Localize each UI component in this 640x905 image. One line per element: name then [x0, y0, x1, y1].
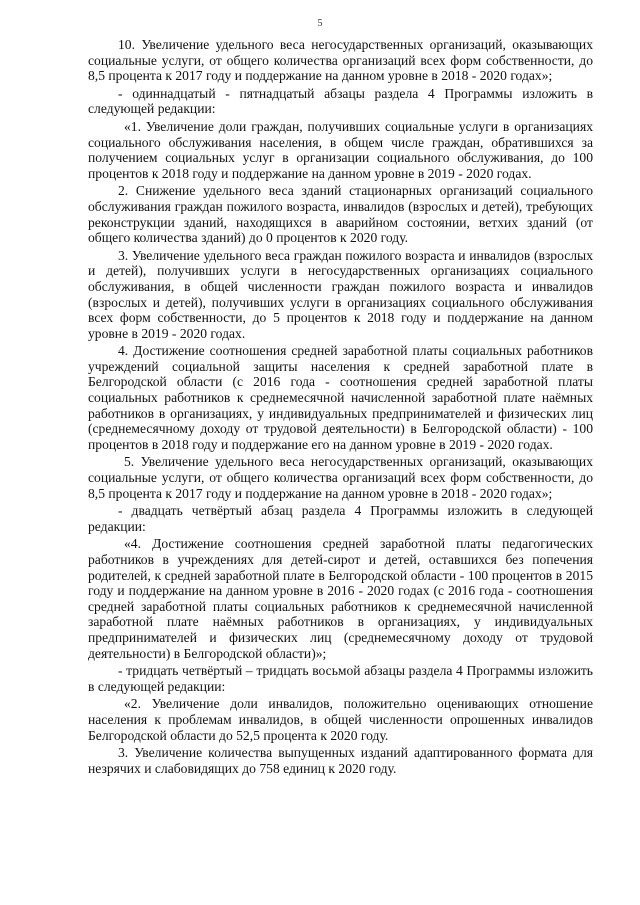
paragraph: «4. Достижение соотношения средней заработной платы педагогических работников в учреждениях для детей-сирот и детей, оставшихся без попечения родителей, к средней заработной плате в Белгородской области - 100 процентов в 2015 году и поддержание на данном уровне в 2016 - 2020 годах (с 2016 года - соотношения средней заработной платы социальных работников к среднемесячной начисленной заработной плате наёмных работников в организациях, у индивидуальных предпринимателей и физических лиц (среднемесячному доходу от трудовой деятельности) в Белгородской области)»;: [88, 536, 593, 661]
paragraph: - тридцать четвёртый – тридцать восьмой абзацы раздела 4 Программы изложить в следующей редакции:: [88, 663, 593, 694]
paragraph: - одиннадцатый - пятнадцатый абзацы раздела 4 Программы изложить в следующей редакции:: [88, 85, 593, 117]
paragraph: 10. Увеличение удельного веса негосударственных организаций, оказывающих социальные услуги, от общего количества организаций всех форм собственности, до 8,5 процента к 2017 году и поддержание на данном уровне в 2018 - 2020 годах»;: [88, 37, 593, 84]
paragraph: - двадцать четвёртый абзац раздела 4 Программы изложить в следующей редакции:: [88, 503, 593, 534]
paragraph: 3. Увеличение количества выпущенных изданий адаптированного формата для незрячих и слабовидящих до 758 единиц к 2020 году.: [88, 745, 593, 776]
paragraph: 3. Увеличение удельного веса граждан пожилого возраста и инвалидов (взрослых и детей), получивших услуги в негосударственных организациях социального обслуживания, в общей численности граждан пожилого возраста и инвалидов (взрослых и детей), получивших услуги в организациях социального обслуживания всех форм собственности, до 5 процентов к 2018 году и поддержание на данном уровне в 2019 - 2020 годах.: [88, 247, 593, 341]
paragraph: 2. Снижение удельного веса зданий стационарных организаций социального обслуживания граждан пожилого возраста, инвалидов (взрослых и детей), требующих реконструкции зданий, находящихся в аварийном состоянии, ветхих зданий (от общего количества зданий) до 0 процентов к 2020 году.: [88, 183, 593, 246]
paragraph: «2. Увеличение доли инвалидов, положительно оценивающих отношение населения к проблемам инвалидов, в общей численности опрошенных инвалидов Белгородской области до 52,5 процента к 2020 году.: [88, 696, 593, 743]
page-number: 5: [317, 18, 323, 29]
paragraph: 5. Увеличение удельного веса негосударственных организаций, оказывающих социальные услуги, от общего количества организаций всех форм собственности, до 8,5 процента к 2017 году и поддержание на данном уровне в 2018 - 2020 годах»;: [88, 454, 593, 501]
document-body: [88, 37, 593, 778]
paragraph: 4. Достижение соотношения средней заработной платы социальных работников учреждений социальной защиты населения к средней заработной плате в Белгородской области (с 2016 года - соотношения средней заработной платы социальных работников к среднемесячной начисленной заработной плате наёмных работников в организациях, у индивидуальных предпринимателей и физических лиц (среднемесячному доходу от трудовой деятельности) в Белгородской области) - 100 процентов в 2018 году и поддержание его на данном уровне в 2019 - 2020 годах.: [88, 343, 593, 452]
paragraph: «1. Увеличение доли граждан, получивших социальные услуги в организациях социального обслуживания населения, в общем числе граждан, обратившихся за получением социальных услуг в организации социального обслуживания, до 100 процентов к 2018 году и поддержание на данном уровне в 2019 - 2020 годах.: [88, 118, 593, 181]
